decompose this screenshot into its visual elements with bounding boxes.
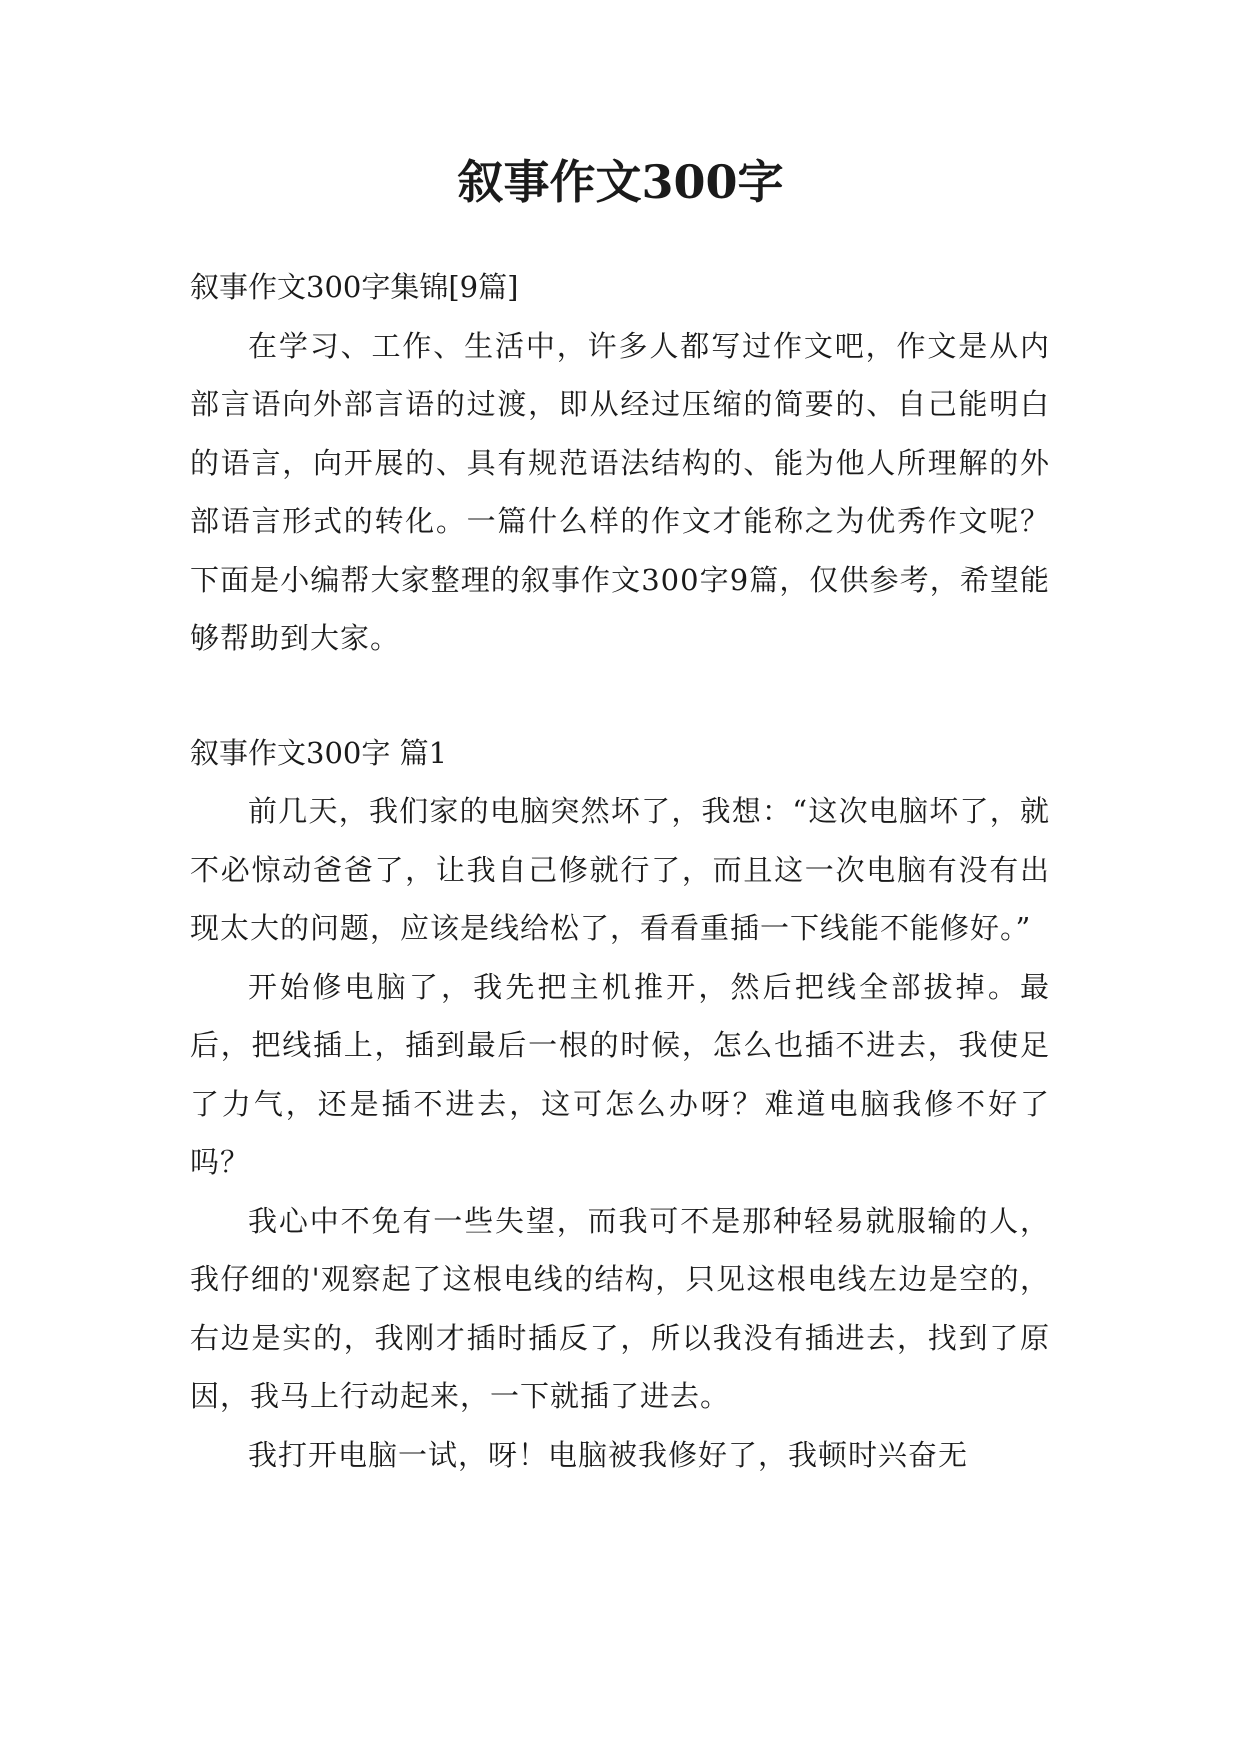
document-body [190,258,1050,1484]
section-heading: 叙事作文300字 篇1 [190,735,448,770]
document-title: 叙事作文300字 [457,155,784,209]
body-paragraph: 开始修电脑了，我先把主机推开，然后把线全部拔掉。最后，把线插上，插到最后一根的时候，怎么也插不进去，我使足了力气，还是插不进去，这可怎么办呀？难道电脑我修不好了吗？ [190,969,1050,1179]
document-subtitle: 叙事作文300字集锦[9篇] [190,270,519,304]
body-paragraph: 我心中不免有一些失望，而我可不是那种轻易就服输的人，我仔细的'观察起了这根电线的结构，只见这根电线左边是空的，右边是实的，我刚才插时插反了，所以我没有插进去，找到了原因，我马上行动起来，一下就插了进去。 [190,1203,1050,1413]
body-paragraph: 我打开电脑一试，呀！电脑被我修好了，我顿时兴奋无 [248,1437,969,1472]
body-paragraph: 前几天，我们家的电脑突然坏了，我想：“这次电脑坏了，就不必惊动爸爸了，让我自己修就行了，而且这一次电脑有没有出现太大的问题，应该是线给松了，看看重插一下线能不能修好。” [190,794,1050,945]
intro-paragraph: 在学习、工作、生活中，许多人都写过作文吧，作文是从内部言语向外部言语的过渡，即从经过压缩的简要的、自己能明白的语言，向开展的、具有规范语法结构的、能为他人所理解的外部语言形式的转化。一篇什么样的作文才能称之为优秀作文呢？下面是小编帮大家整理的叙事作文300字9篇，仅供参考，希望能够帮助到大家。 [190,328,1050,655]
